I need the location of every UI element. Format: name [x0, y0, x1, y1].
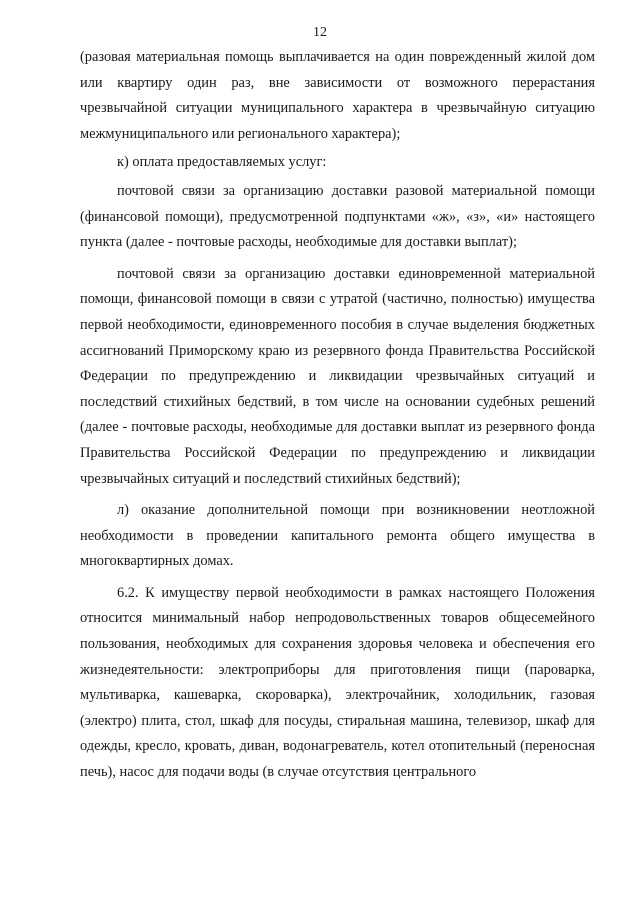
document-body	[80, 45, 595, 786]
paragraph-item-k: к) оплата предоставляемых услуг:	[117, 154, 327, 171]
paragraph-section-6-2: 6.2. К имуществу первой необходимости в рамках настоящего Положения относится минимальный набор непродовольственных товаров общесемейного пользования, необходимых для сохранения здоровья человека и обеспечения его жизнедеятельности: электроприборы для приготовления пищи (пароварка, мультиварка, кашеварка, скороварка), электрочайник, холодильник, газовая (электро) плита, стол, шкаф для посуды, стиральная машина, телевизор, шкаф для одежды, кресло, кровать, диван, водонагреватель, котел отопительный (переносная печь), насос для подачи воды (в случае отсутствия центрального	[80, 584, 595, 781]
paragraph-postal-services-one-time: почтовой связи за организацию доставки разовой материальной помощи (финансовой помощи), предусмотренной подпунктами «ж», «з», «и» настоящего пункта (далее - почтовые расходы, необходимые для доставки выплат);	[80, 182, 595, 251]
page-number: 12	[313, 25, 327, 40]
paragraph-item-l: л) оказание дополнительной помощи при возникновении неотложной необходимости в проведении капитального ремонта общего имущества в многоквартирных домах.	[80, 502, 595, 570]
paragraph-continuation: (разовая материальная помощь выплачивается на один поврежденный жилой дом или квартиру один раз, вне зависимости от возможного перерастания чрезвычайной ситуации муниципального характера в чрезвычайную ситуацию межмуниципального или регионального характера);	[80, 49, 595, 142]
paragraph-postal-services-reserve-fund: почтовой связи за организацию доставки единовременной материальной помощи, финансовой помощи в связи с утратой (частично, полностью) имущества первой необходимости, единовременного пособия в случае выделения бюджетных ассигнований Приморскому краю из резервного фонда Правительства Российской Федерации по предупреждению и ликвидации чрезвычайных ситуаций и последствий стихийных бедствий, в том числе на основании судебных решений (далее - почтовые расходы, необходимые для доставки выплат из резервного фонда Правительства Российской Федерации по предупреждению и ликвидации чрезвычайных ситуаций и последствий стихийных бедствий);	[80, 265, 595, 487]
